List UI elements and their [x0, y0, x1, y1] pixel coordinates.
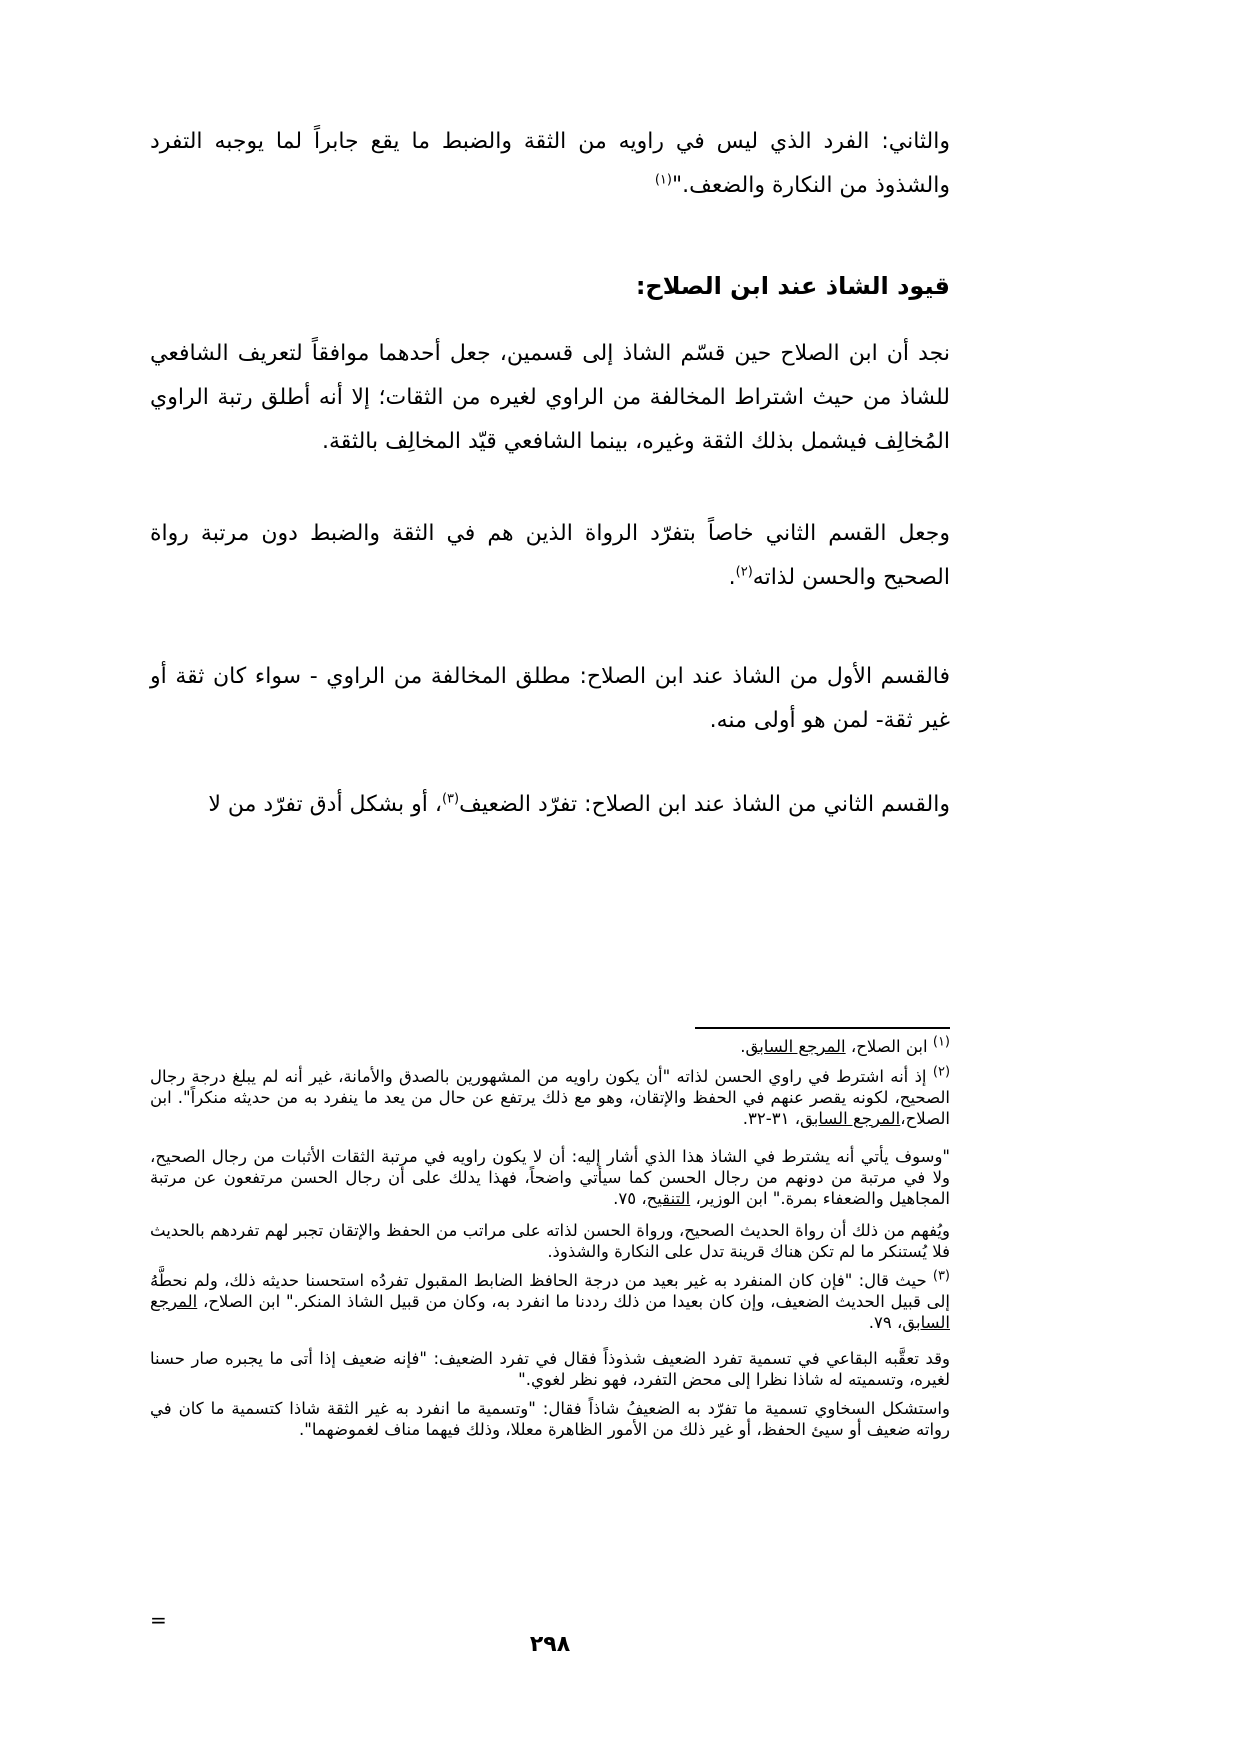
footnote-2-note: ويُفهم من ذلك أن رواة الحديث الصحيح، ورواة الحسن لذاته على مراتب من الحفظ والإتقان تجبر لهم تفردهم بالحديث فلا يُستنكر ما لم تكن هناك قرينة تدل على النكارة والشذوذ.	[150, 1221, 950, 1261]
footnote-ref-3[interactable]: (٣)	[441, 791, 460, 807]
footnote-2: $^{(٢)}$ إذ أنه اشترط في راوي الحسن لذاته "أن يكون راويه من المشهورين بالصدق والأمانة، غير أنه لم يبلغ درجة رجال الصحيح، لكونه يقصر عنهم في الحفظ والإتقان، وهو مع ذلك يرتفع عن حال من يعد ما ينفرد به من حديثه منكراً". ابن الصلاح،المرجع السابق، ٣١-٣٢.	[150, 1064, 951, 1128]
footnote-1: $^{(١)}$ ابن الصلاح، المرجع السابق.	[740, 1034, 950, 1056]
footnote-2-tanqih: التنقيح	[646, 1189, 691, 1208]
footnote-2-quote: "وسوف يأتي أنه يشترط في الشاذ هذا الذي أشار إليه: أن لا يكون راويه في مرتبة الثقات الأثبات من رجال الصحيح، ولا في مرتبة من دونهم من رجال الحسن كما سيأتي واضحاً، فهذا يدلك على أن رجال الحسن مرتفعون عن مرتبة المجاهيل والضعفاء بمرة." ابن الوزير، التنقيح، ٧٥.	[150, 1147, 950, 1208]
footnote-1-source: المرجع السابق	[745, 1037, 846, 1056]
paragraph-1: نجد أن ابن الصلاح حين قسّم الشاذ إلى قسمين، جعل أحدهما موافقاً لتعريف الشافعي للشاذ من حيث اشتراط المخالفة من الراوي لغيره من الثقات؛ إلا أنه أطلق رتبة الراوي المُخالِف فيشمل بذلك الثقة وغيره، بينما الشافعي قيّد المخالِف بالثقة.	[150, 341, 950, 454]
continuation-mark: =	[150, 1608, 167, 1632]
intro-paragraph: والثاني: الفرد الذي ليس في راويه من الثقة والضبط ما يقع جابراً لما يوجبه التفرد والشذوذ من النكارة والضعف."$^{(١)}$	[150, 129, 950, 198]
section-heading: قيود الشاذ عند ابن الصلاح:	[635, 272, 950, 300]
document-page	[150, 0, 950, 1754]
footnote-separator	[695, 1027, 950, 1029]
footnote-3-biqai: وقد تعقَّبه البقاعي في تسمية تفرد الضعيف شذوذاً فقال في تفرد الضعيف: "فإنه ضعيف إذا أتى ما يجبره صار حسنا لغيره، وتسميته له شاذا نظرا إلى محض التفرد، فهو نظر لغوي."	[150, 1349, 950, 1389]
footnote-ref-2[interactable]: (٢)	[735, 564, 753, 580]
paragraph-2: وجعل القسم الثاني خاصاً بتفرّد الرواة الذين هم في الثقة والضبط دون مرتبة رواة الصحيح والحسن لذاته$^{(٢)}$.	[150, 521, 950, 590]
paragraph-4: والقسم الثاني من الشاذ عند ابن الصلاح: تفرّد الضعيف$^{(٣)}$، أو بشكل أدق تفرّد من لا	[208, 791, 950, 817]
page-number: ٢٩٨	[529, 1632, 571, 1657]
paragraph-3: فالقسم الأول من الشاذ عند ابن الصلاح: مطلق المخالفة من الراوي - سواء كان ثقة أو غير ثقة- لمن هو أولى منه.	[150, 664, 950, 733]
footnote-3-source: المرجع السابق	[150, 1292, 950, 1332]
footnote-3: $^{(٣)}$ حيث قال: "فإن كان المنفرد به غير بعيد من درجة الحافظ الضابط المقبول تفردُه استحسنا حديثه ذلك، ولم نحطَّهُ إلى قبيل الحديث الضعيف، وإن كان بعيدا من ذلك رددنا ما انفرد به، وكان من قبيل الشاذ المنكر." ابن الصلاح، المرجع السابق، ٧٩.	[150, 1268, 950, 1332]
footnote-ref-1[interactable]: (١)	[654, 172, 672, 188]
footnote-3-sakhawi: واستشكل السخاوي تسمية ما تفرّد به الضعيفُ شاذاً فقال: "وتسمية ما انفرد به غير الثقة شاذا كتسمية ما كان في رواته ضعيف أو سيئ الحفظ، أو غير ذلك من الأمور الظاهرة معللا، وذلك فيهما مناف لغموضهما".	[150, 1399, 950, 1439]
footnote-2-source: المرجع السابق	[800, 1109, 901, 1128]
